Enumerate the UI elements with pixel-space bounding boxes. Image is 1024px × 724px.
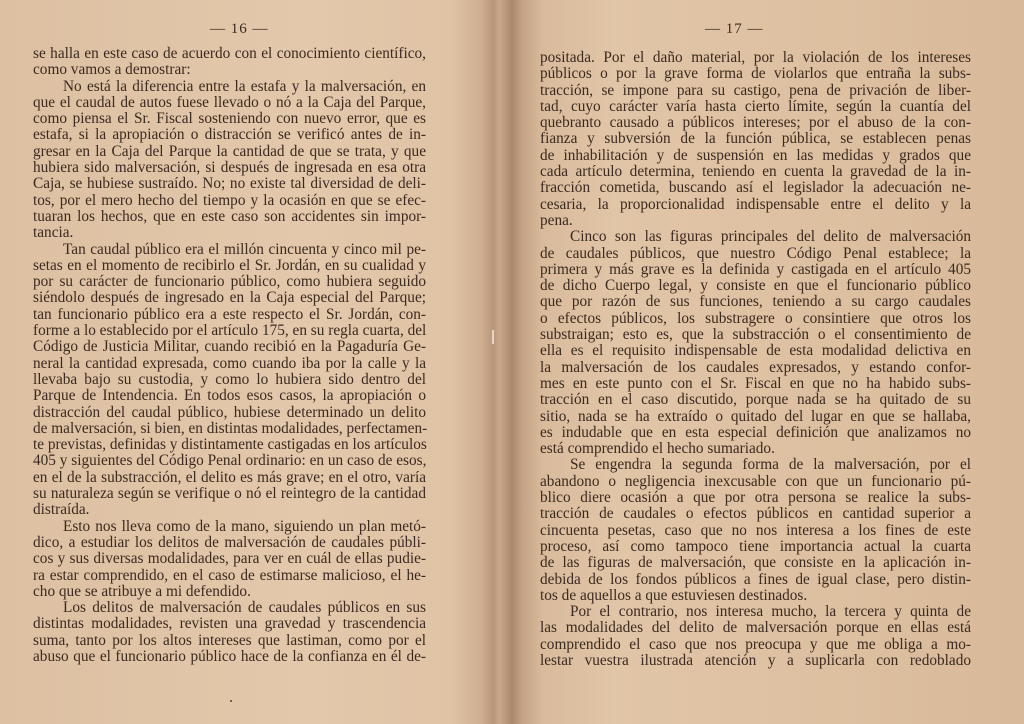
text-line: mes en este punto con el Sr. Fiscal en que no ha habido subs- [540,374,971,392]
page-number: — 17 — [705,21,764,37]
paragraph [33,242,426,519]
text-line: de dicho Cuerpo legal, y consiste en que el funcionario público [540,277,971,295]
text-line: primera y más grave es la definida y castigada en el artículo 405 [540,260,971,278]
text-line: tancia. [33,224,74,242]
text-line: de inhabilitación y de suspensión en las medidas y grados que [540,146,971,164]
text-line: siéndolo después de ingresado en la Caja especial del Parque; [33,289,426,307]
paragraph [540,229,971,457]
text-line: cincuenta pesetas, caso que no nos interesa a los fines de este [540,521,971,539]
text-line: las modalidades del delito de malversación porque en ellas está [540,619,971,637]
text-line: setas en el momento de recibirlo el Sr. Jordán, en su cualidad y [33,256,426,274]
text-line: cada artículo determina, teniendo en cuenta la gravedad de la in- [540,163,971,181]
left-page [0,0,478,724]
text-line: que por razón de sus funciones, teniendo a su cargo caudales [540,293,971,311]
text-line: debida de los fondos públicos a fines de igual clase, pero distin- [540,570,971,588]
text-line: comprendido el caso que nos preocupa y que me obliga a mo- [540,635,971,653]
text-line: te previstas, definidas y distintamente castigadas en los artículos [33,436,427,454]
text-line: ella es el requisito indispensable de esta modalidad delictiva en [540,342,971,360]
text-line: suma, tanto por los altos intereses que lastiman, como por el [33,631,426,649]
text-line: tos de aquellos a que estuviesen destinados. [540,586,808,604]
text-line: como piensa el Sr. Fiscal sosteniendo con nuevo error, que es [33,110,426,128]
text-line: tan funcionario público era a este respecto el Sr. Jordán, con- [33,305,426,323]
text-line: quebranto causado a públicos intereses; por el abuso de la con- [540,114,971,132]
text-line: sitio, nada se ha extraído o quitado del lugar en que se hallaba, [540,407,971,425]
paragraph [33,519,426,600]
text-line: hubiera sido malversación, si después de ingresada en esa otra [33,159,426,177]
text-line: Se engendra la segunda forma de la malversación, por el [570,456,971,474]
text-line: dico, a estudiar los delitos de malversación de caudales públi- [33,533,426,551]
text-line: su naturaleza según se verifique o nó el reintegro de la cantidad [33,485,426,503]
text-line: gresar en la Caja del Parque la cantidad de que se trata, y que [33,142,426,160]
text-line: como vamos a demostrar: [33,61,191,79]
text-line: fianza y subversión de la función pública, se establecen penas [540,130,971,148]
text-line: públicos o por la grave forma de violarlos que entraña la subs- [540,65,971,83]
right-page [490,0,1024,724]
text-line: cos y sus diversas modalidades, para ver en cuál de ellas pudie- [33,550,426,568]
text-line: llevaba bajo su custodia, y como lo hubiera sido dentro del [33,370,426,388]
text-line: de las figuras de malversación, que consiste en la aplicación in- [540,554,971,572]
text-line: ra estar comprendido, en el caso de estimarse malicioso, el he- [33,566,426,584]
text-line: tracción, se impone para su castigo, pena de privación de liber- [540,81,971,99]
text-line: se halla en este caso de acuerdo con el conocimiento científico, [33,45,426,62]
text-line: Caja, se hubiese sustraído. No; no existe tal diversidad de deli- [33,175,426,193]
text-line: distraída. [33,501,90,519]
text-line: Tan caudal público era el millón cincuenta y cinco mil pe- [63,240,426,258]
text-line: Los delitos de malversación de caudales públicos en sus [63,599,426,617]
text-line: está comprendido el hecho sumariado. [540,440,775,458]
text-line: o efectos públicos, los substragere o consintiere que otros los [540,309,971,327]
text-line: distracción del caudal público, hubiese determinado un delito [33,403,426,421]
text-line: de malversación, si bien, en distintas modalidades, perfectamen- [33,419,428,437]
text-line: estafa, si la apropiación o distracción se verificó antes de in- [33,126,426,144]
paragraph [33,600,426,665]
paragraph [33,79,426,242]
ink-speck [230,700,232,702]
text-line: la malversación de los caudales expresados, y estando confor- [540,358,971,376]
text-line: lestar vuestra ilustrada atención y a suplicarla con redoblado [540,651,971,669]
text-line: de caudales públicos, que nuestro Código Penal establece; la [540,244,971,262]
text-line: Esto nos lleva como de la mano, siguiendo un plan metó- [63,517,426,535]
text-line: fracción cometida, buscando así el legislador la adecuación ne- [540,179,971,197]
page-body [540,50,971,669]
text-line: tracción en el caso discutido, porque nada se ha quitado de su [540,391,971,409]
page-body [33,46,426,665]
text-line: forme a lo establecido por el artículo 175, en su regla cuarta, del [33,322,427,340]
text-line: proceso, así como tampoco tiene importancia actual la cuarta [540,537,971,555]
text-line: tuaran los hechos, que en este caso son accidentes sin impor- [33,207,426,225]
text-line: distintas modalidades, revisten una gravedad y trascendencia [33,615,426,633]
text-line: Cinco son las figuras principales del delito de malversación [570,228,971,246]
text-line: cho que se atribuye a mi defendido. [33,582,251,600]
text-line: pena. [540,211,573,229]
text-line: tracción de caudales o efectos públicos en cantidad superior a [540,505,971,523]
text-line: que el caudal de autos fuese llevado o nó a la Caja del Parque, [33,93,426,111]
text-line: abandono o negligencia inexcusable con que un funcionario pú- [540,472,971,490]
text-line: tad, cuyo carácter varía hasta cierto límite, según la cuantía del [540,97,971,115]
text-line: No está la diferencia entre la estafa y la malversación, en [63,77,426,95]
text-line: tos, por el mero hecho del tiempo y la ocasión en que se efec- [33,191,426,209]
text-line: substraigan; esto es, que la substracción o el consentimiento de [540,326,971,344]
page-number: — 16 — [210,21,269,37]
text-line: positada. Por el daño material, por la violación de los intereses [540,49,971,66]
text-line: neral la cantidad expresada, como cuando iba por la calle y la [33,354,426,372]
text-line: por su carácter de funcionario público, como hubiera seguido [33,273,426,291]
paragraph [540,50,971,229]
text-line: Por el contrario, nos interesa mucho, la tercera y quinta de [570,603,971,621]
text-line: Código de Justicia Militar, cuando recibió en la Pagaduría Ge- [33,338,426,356]
text-line: cesaria, la proporcionalidad indispensable entre el delito y la [540,195,971,213]
text-line: abuso que el funcionario público hace de la confianza en él de- [33,647,426,665]
paragraph [540,457,971,604]
paragraph [33,46,426,79]
text-line: Parque de Intendencia. En todos esos casos, la apropiación o [33,387,426,405]
text-line: es indudable que en esta especial definición que analizamos no [540,423,971,441]
text-line: en el de la substracción, el delito es más grave; en el otro, varía [33,468,426,486]
text-line: blico diere ocasión a que por otra persona se realice la subs- [540,489,971,507]
text-line: 405 y siguientes del Código Penal ordinario: en un caso de esos, [33,452,427,470]
paragraph [540,604,971,669]
